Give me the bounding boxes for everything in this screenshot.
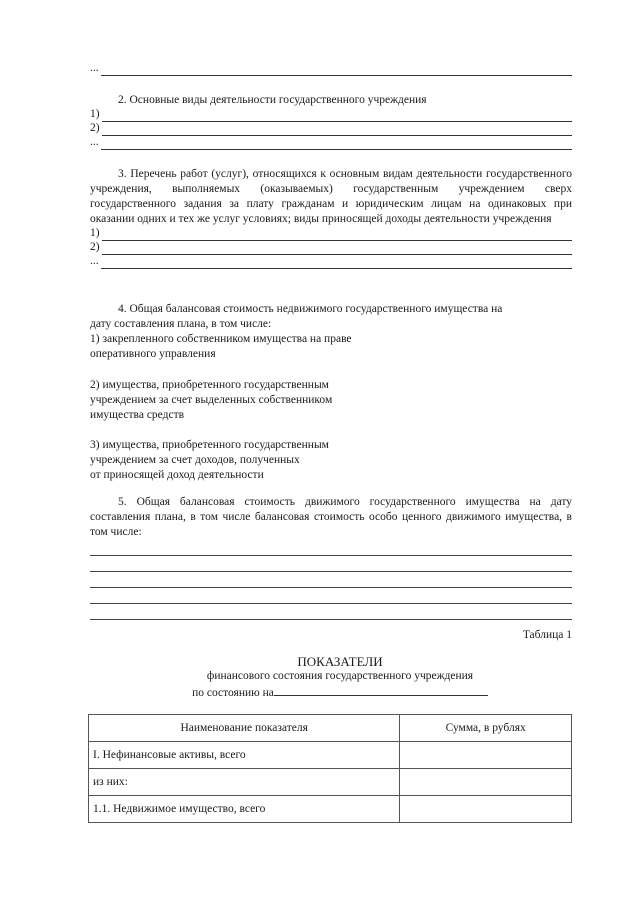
table-cell: I. Нефинансовые активы, всего xyxy=(89,742,400,769)
blank-line: 2) xyxy=(90,122,572,136)
section-5 xyxy=(90,495,572,620)
table-title xyxy=(90,654,590,701)
section-2 xyxy=(90,93,572,150)
blank-line xyxy=(90,572,572,588)
line-marker: ... xyxy=(90,62,99,74)
table-cell xyxy=(400,769,572,796)
title-sub-2: по состоянию на xyxy=(90,684,590,701)
table-cell: 1.1. Недвижимое имущество, всего xyxy=(89,796,400,823)
blank-line: ... xyxy=(90,136,572,150)
column-header: Наименование показателя xyxy=(89,715,400,742)
blank-line: 1) xyxy=(90,227,572,241)
section-4-sub-2: учреждением за счет выделенных собственником xyxy=(90,394,333,406)
section-4-sub-2: 2) имущества, приобретенного государственным xyxy=(90,379,329,391)
blank-line xyxy=(90,540,572,556)
section-4-sub-3: учреждением за счет доходов, полученных xyxy=(90,454,300,466)
title-main: ПОКАЗАТЕЛИ xyxy=(297,654,383,669)
section-4 xyxy=(90,302,572,483)
title-sub-1: финансового состояния государственного учреждения xyxy=(206,670,474,682)
table-row xyxy=(89,796,572,823)
section-3 xyxy=(90,167,572,269)
table-cell xyxy=(400,742,572,769)
financial-indicators-table xyxy=(88,714,572,823)
table-row xyxy=(89,742,572,769)
section-5-text: 5. Общая балансовая стоимость движимого государственного имущества на дату составления плана, в том числе балансовая стоимость особо ценного движимого имущества, в том числе: xyxy=(90,496,572,538)
section-2-heading: 2. Основные виды деятельности государственного учреждения xyxy=(118,94,427,106)
section-4-sub-1: оперативного управления xyxy=(90,348,216,360)
blank-line xyxy=(90,604,572,620)
section-4-sub-3: от приносящей доход деятельности xyxy=(90,469,264,481)
section-4-sub-3: 3) имущества, приобретенного государственным xyxy=(90,439,329,451)
section-4-line-2: дату составления плана, в том числе: xyxy=(90,318,272,330)
table-cell xyxy=(400,796,572,823)
blank-line: 2) xyxy=(90,241,572,255)
section-4-sub-2: имущества средств xyxy=(90,409,185,421)
blank-line xyxy=(90,62,572,76)
section-3-text: 3. Перечень работ (услуг), относящихся к основным видам деятельности государственного учреждения, выполняемых (оказываемых) государственным учреждением сверх государственного задания за плату гражданам и юридическим лицам на одинаковых при оказании одних и тех же услуг условиях; виды приносящей доходы деятельности учреждения xyxy=(90,168,572,225)
column-header: Сумма, в рублях xyxy=(400,715,572,742)
blank-line: ... xyxy=(90,255,572,269)
table-header-row xyxy=(89,715,572,742)
section-4-sub-1: 1) закрепленного собственником имущества на праве xyxy=(90,333,352,345)
blank-line: 1) xyxy=(90,108,572,122)
date-blank xyxy=(274,684,488,696)
table-cell: из них: xyxy=(89,769,400,796)
table-caption: Таблица 1 xyxy=(522,629,572,641)
section-4-line-1: 4. Общая балансовая стоимость недвижимого государственного имущества на xyxy=(118,303,503,315)
top-continuation xyxy=(90,62,572,76)
table-row xyxy=(89,769,572,796)
blank-line xyxy=(90,588,572,604)
blank-line xyxy=(90,556,572,572)
